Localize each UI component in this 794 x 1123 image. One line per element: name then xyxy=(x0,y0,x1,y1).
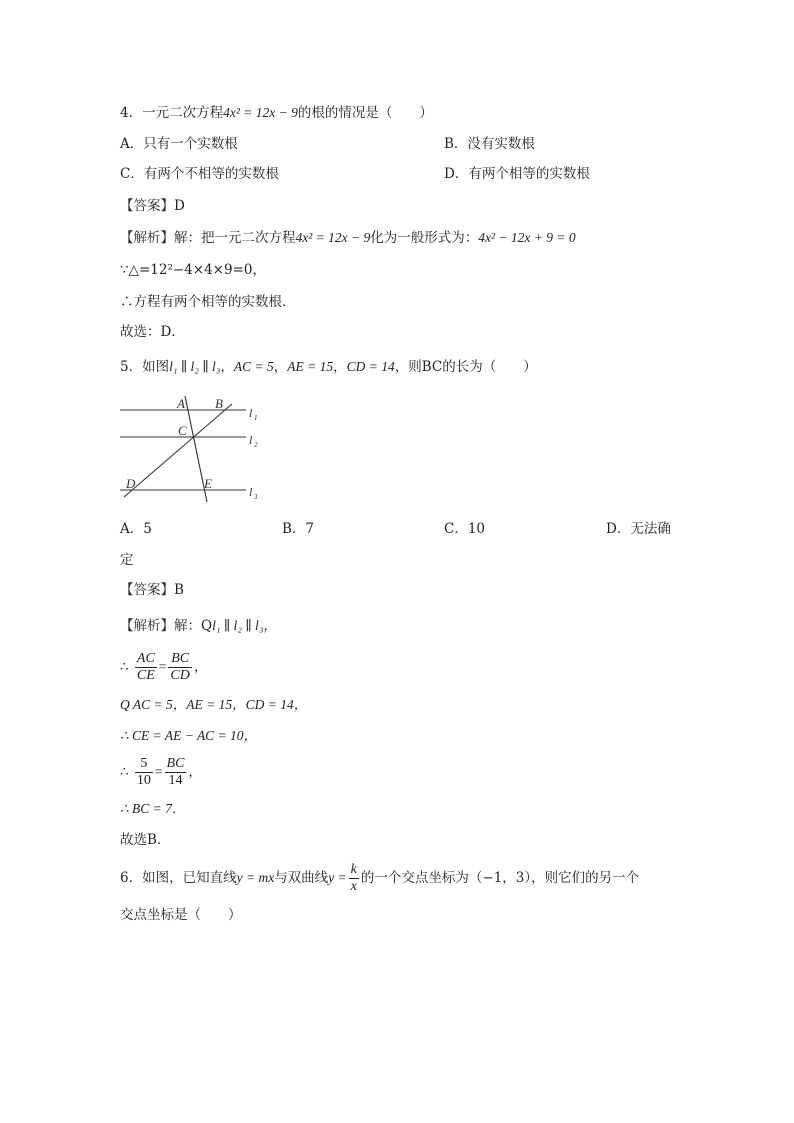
q4-option-c: C．有两个不相等的实数根 xyxy=(120,166,279,182)
label-a: A xyxy=(177,396,185,411)
q6-stem xyxy=(120,858,639,898)
label-d: D xyxy=(126,476,136,491)
q4-stem-prefix: 4．一元二次方程 xyxy=(120,105,224,121)
q4-analysis-tag: 【解析】 xyxy=(120,230,174,246)
q4-option-a: A．只有一个实数根 xyxy=(120,136,238,152)
q5-choose: 故选B． xyxy=(120,832,171,848)
q4-stem xyxy=(120,104,433,122)
q5-parallel: l₁ ∥ l₂ ∥ l₃ xyxy=(169,359,221,374)
q5-given-ae: AE = 15 xyxy=(287,359,334,374)
q5-given-cd: CD = 14 xyxy=(346,359,395,374)
q5-step-bc: ∴ BC = 7． xyxy=(120,801,186,816)
q5-ratio-line: ∴ $\frac{AC}{CE}$ = $\frac{BC}{CD}$ ， xyxy=(120,651,208,683)
q5-analysis-prefix: 解：Q xyxy=(174,618,213,634)
q6-stem-suffix: 的一个交点坐标为（−1，3），则它们的另一个 xyxy=(360,870,640,886)
q5-stem-suffix: ，则BC的长为（ ） xyxy=(394,359,537,375)
q5-option-b: B．7 xyxy=(282,521,315,537)
fraction-k-x: $\frac{k}{x}$ xyxy=(350,862,357,894)
fraction-bc-cd: $\frac{BC}{CD}$ xyxy=(170,651,190,683)
transversal-bd xyxy=(124,404,232,497)
q5-step-given: Q AC = 5，AE = 15，CD = 14， xyxy=(120,697,308,712)
q4-analysis-prefix: 解：把一元二次方程 xyxy=(174,230,296,246)
q4-stem-suffix: 的根的情况是（ ） xyxy=(297,105,433,121)
fraction-ac-ce: $\frac{AC}{CE}$ xyxy=(136,651,155,683)
q5-option-d: D．无法确 xyxy=(606,521,671,537)
q4-equation: 4x² = 12x − 9 xyxy=(223,105,298,120)
label-l3-sub: 3 xyxy=(254,493,258,501)
q5-answer xyxy=(120,581,184,599)
q5-step-ce: ∴ CE = AE − AC = 10， xyxy=(120,728,258,743)
q5-given-ac: AC = 5 xyxy=(233,359,274,374)
q5-stem-prefix: 5．如图 xyxy=(120,359,170,375)
q4-option-b: B．没有实数根 xyxy=(444,136,535,152)
label-l2-sub: 2 xyxy=(254,441,258,449)
q4-answer xyxy=(120,197,185,215)
q5-option-d-wrap: 定 xyxy=(120,552,134,568)
q5-option-a: A．5 xyxy=(120,521,152,537)
q5-answer-tag: 【答案】 xyxy=(120,582,174,598)
q4-analysis-mid: 化为一般形式为： xyxy=(370,230,479,246)
fraction-5-10: $\frac{5}{10}$ xyxy=(136,756,151,788)
q5-ratio-line-2: ∴ $\frac{5}{10}$ = $\frac{BC}{14}$ ， xyxy=(120,756,202,788)
q6-line-eq: y = mx xyxy=(236,870,275,885)
q5-figure xyxy=(116,392,266,504)
q4-general-form: 4x² − 12x + 9 = 0 xyxy=(478,230,576,245)
q4-answer-tag: 【答案】 xyxy=(120,198,174,214)
q4-delta-line: ∵△=12²−4×4×9=0， xyxy=(120,262,266,278)
q5-option-c: C．10 xyxy=(444,521,486,537)
q6-stem-prefix: 6．如图，已知直线 xyxy=(120,870,237,886)
q4-answer-value: D xyxy=(174,198,185,214)
label-l3: l xyxy=(249,485,253,499)
label-l2: l xyxy=(249,433,253,447)
q4-analysis-equation: 4x² = 12x − 9 xyxy=(295,230,371,245)
q5-step-parallel: l₁ ∥ l₂ ∥ l₃， xyxy=(212,618,277,633)
q4-analysis xyxy=(120,229,576,247)
q4-option-d: D．有两个相等的实数根 xyxy=(444,166,590,182)
label-b: B xyxy=(215,396,223,411)
label-l1-sub: 1 xyxy=(254,414,258,422)
q6-mid: 与双曲线 xyxy=(274,870,329,886)
q5-answer-value: B xyxy=(174,582,184,598)
q5-stem: 5．如图l₁ ∥ l₂ ∥ l₃，AC = 5，AE = 15，CD = 14，则BC的长为（ ） xyxy=(120,359,537,375)
q4-conclusion: ∴方程有两个相等的实数根． xyxy=(120,294,296,310)
q4-choose: 故选：D． xyxy=(120,324,185,340)
q5-analysis-tag: 【解析】 xyxy=(120,618,174,634)
label-l1: l xyxy=(249,406,253,420)
label-e: E xyxy=(204,476,212,491)
q6-stem-line2: 交点坐标是（ ） xyxy=(120,907,242,923)
label-c: C xyxy=(178,423,187,438)
q6-hyper-lhs: y = xyxy=(328,870,347,885)
q5-analysis xyxy=(120,617,277,635)
fraction-bc-14: $\frac{BC}{14}$ xyxy=(166,756,185,788)
